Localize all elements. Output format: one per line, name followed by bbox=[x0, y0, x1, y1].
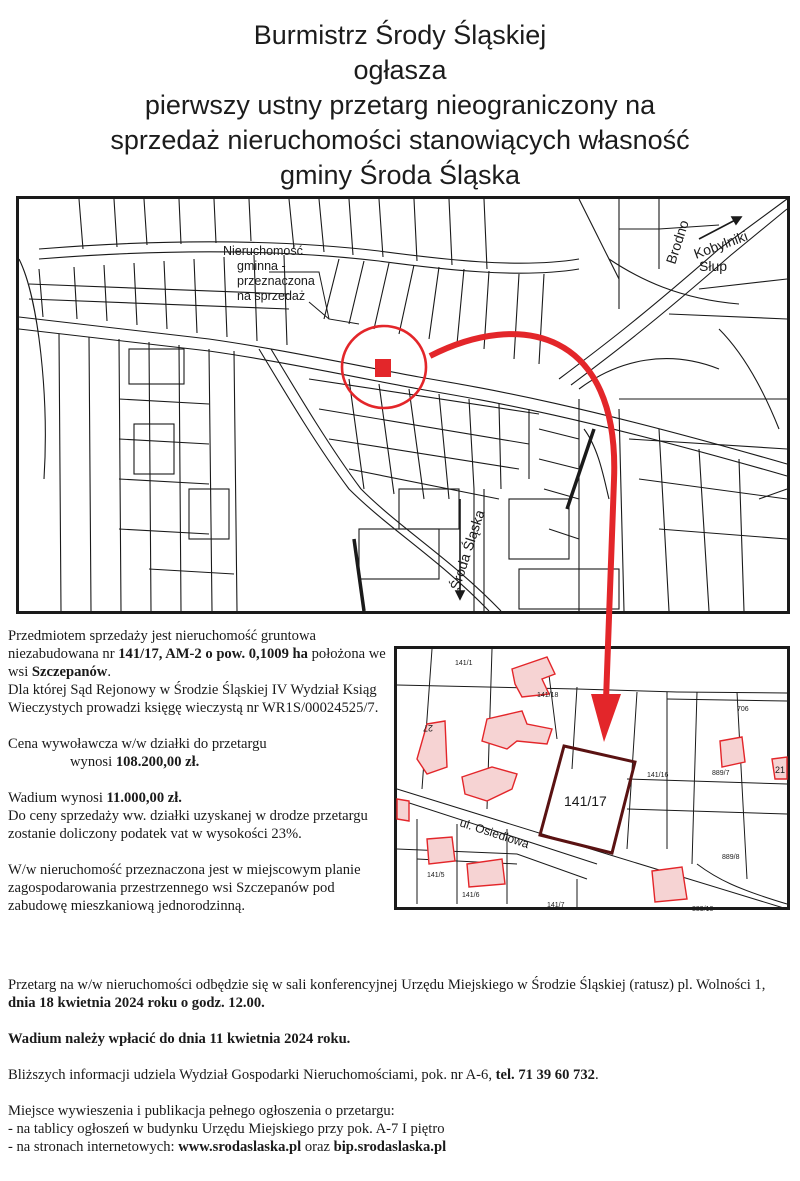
paragraph-subject: Przedmiotem sprzedaży jest nieruchomość gruntowa niezabudowana nr 141/17, AM-2 o pow. 0,1009 ha położona we wsi Szczepanów. Dla której Sąd Rejonowy w Środzie Śląskiej IV Wydział Ksiąg Wieczystych prowadzi księgę wieczystą nr WR1S/00024525/7. bbox=[8, 628, 386, 716]
parcel-number: 141/17, AM-2 o pow. 0,1009 ha bbox=[118, 646, 308, 662]
contact-phone: tel. 71 39 60 732 bbox=[495, 1067, 595, 1083]
road-label-kobylniki: Kobylniki bbox=[691, 227, 750, 262]
map-label-line-3: przeznaczona bbox=[237, 274, 315, 288]
paragraph-zoning: W/w nieruchomość przeznaczona jest w miejscowym planie zagospodarowania przestrzennego wsi Szczepanów pod zabudowę mieszkaniową jednorodzinną. bbox=[8, 862, 361, 914]
paragraph-price: Cena wywoławcza w/w działki do przetargu wynosi 108.200,00 zł. bbox=[8, 736, 267, 770]
building bbox=[427, 837, 455, 864]
parcel-highlight bbox=[375, 359, 391, 377]
paragraph-auction-place: Przetarg na w/w nieruchomości odbędzie się w sali konferencyjnej Urzędu Miejskiego w Środzie Śląskiej (ratusz) pl. Wolności 1, dnia 18 kwietnia 2024 roku o godz. 12.00. bbox=[8, 977, 766, 1011]
auction-date: dnia 18 kwietnia 2024 roku o godz. 12.00. bbox=[8, 995, 265, 1011]
starting-price: 108.200,00 zł. bbox=[115, 754, 200, 770]
header-line-4: sprzedaż nieruchomości stanowiących własność bbox=[110, 125, 690, 155]
street-label-osiedlowa: ul. Osiedlowa bbox=[458, 815, 531, 852]
paragraph-deposit-deadline: Wadium należy wpłacić do dnia 11 kwietnia 2024 roku. bbox=[8, 1031, 351, 1047]
parcel-889-7: 889/7 bbox=[712, 770, 730, 777]
map-label-line-2: gminna - bbox=[237, 259, 286, 273]
building bbox=[462, 767, 517, 801]
parcel-label-141-17: 141/17 bbox=[564, 793, 607, 809]
header-line-3: pierwszy ustny przetarg nieograniczony na bbox=[144, 90, 656, 120]
parcel-141-6: 141/6 bbox=[462, 892, 480, 899]
parcel-889-10: 889/10 bbox=[692, 906, 714, 913]
building bbox=[482, 711, 552, 749]
location-map-drawing bbox=[19, 199, 787, 611]
deposit-amount: 11.000,00 zł. bbox=[106, 790, 182, 806]
auction-details bbox=[8, 976, 793, 1174]
building-number-21: 21 bbox=[775, 765, 786, 775]
parcel-description bbox=[8, 627, 393, 933]
parcel-889-8: 889/8 bbox=[722, 854, 740, 861]
building bbox=[652, 867, 687, 902]
building bbox=[397, 799, 409, 821]
parcel-141-16: 141/16 bbox=[647, 772, 669, 779]
map-label-line-1: Nieruchomość bbox=[223, 244, 303, 258]
road-label-sroda: Środa Śląska bbox=[446, 507, 488, 592]
parcel-141-7: 141/7 bbox=[547, 902, 565, 909]
location-map bbox=[16, 196, 790, 614]
header-line-2: ogłasza bbox=[353, 55, 447, 85]
land-register-text: Dla której Sąd Rejonowy w Środzie Śląskiej IV Wydział Ksiąg Wieczystych prowadzi księgę wieczystą nr WR1S/00024525/7. bbox=[8, 682, 379, 716]
paragraph-deposit: Wadium wynosi 11.000,00 zł. Do ceny sprzedaży ww. działki uzyskanej w drodze przetargu zostanie doliczony podatek vat w wysokości 23%. bbox=[8, 790, 368, 842]
header-line-1: Burmistrz Środy Śląskiej bbox=[253, 20, 547, 50]
paragraph-contact: Bliższych informacji udziela Wydział Gospodarki Nieruchomościami, pok. nr A-6, tel. 71 39 60 732. bbox=[8, 1067, 599, 1083]
building bbox=[467, 859, 505, 887]
parcel-detail-drawing bbox=[397, 649, 787, 913]
parcel-detail-map bbox=[394, 646, 790, 913]
website-link[interactable]: www.srodaslaska.pl bbox=[178, 1139, 302, 1155]
parcel-706: 706 bbox=[737, 706, 749, 713]
parcel-141-5: 141/5 bbox=[427, 872, 445, 879]
header-line-5: gminy Środa Śląska bbox=[279, 160, 521, 190]
parcel-141-18: 141/18 bbox=[537, 692, 559, 699]
road-label-slup: Słup bbox=[699, 258, 728, 274]
building bbox=[512, 657, 555, 697]
bip-link[interactable]: bip.srodaslaska.pl bbox=[333, 1139, 447, 1155]
paragraph-publication: Miejsce wywieszenia i publikacja pełnego ogłoszenia o przetargu: - na tablicy ogłoszeń w budynku Urzędu Miejskiego przy pok. A-7 I piętro - na stronach internetowych: www.srodaslaska.pl oraz bip.srodaslaska.pl bbox=[8, 1103, 447, 1155]
building bbox=[720, 737, 745, 767]
road-label-brodno: Brodno bbox=[662, 218, 692, 266]
building-number-27: 27 bbox=[422, 723, 433, 733]
announcement-header bbox=[0, 18, 800, 193]
map-label-line-4: na sprzedaż bbox=[237, 289, 306, 303]
vat-text: Do ceny sprzedaży ww. działki uzyskanej w drodze przetargu zostanie doliczony podatek vat w wysokości 23%. bbox=[8, 808, 368, 842]
village-name: Szczepanów bbox=[31, 664, 108, 680]
parcel-141-1: 141/1 bbox=[455, 660, 473, 667]
